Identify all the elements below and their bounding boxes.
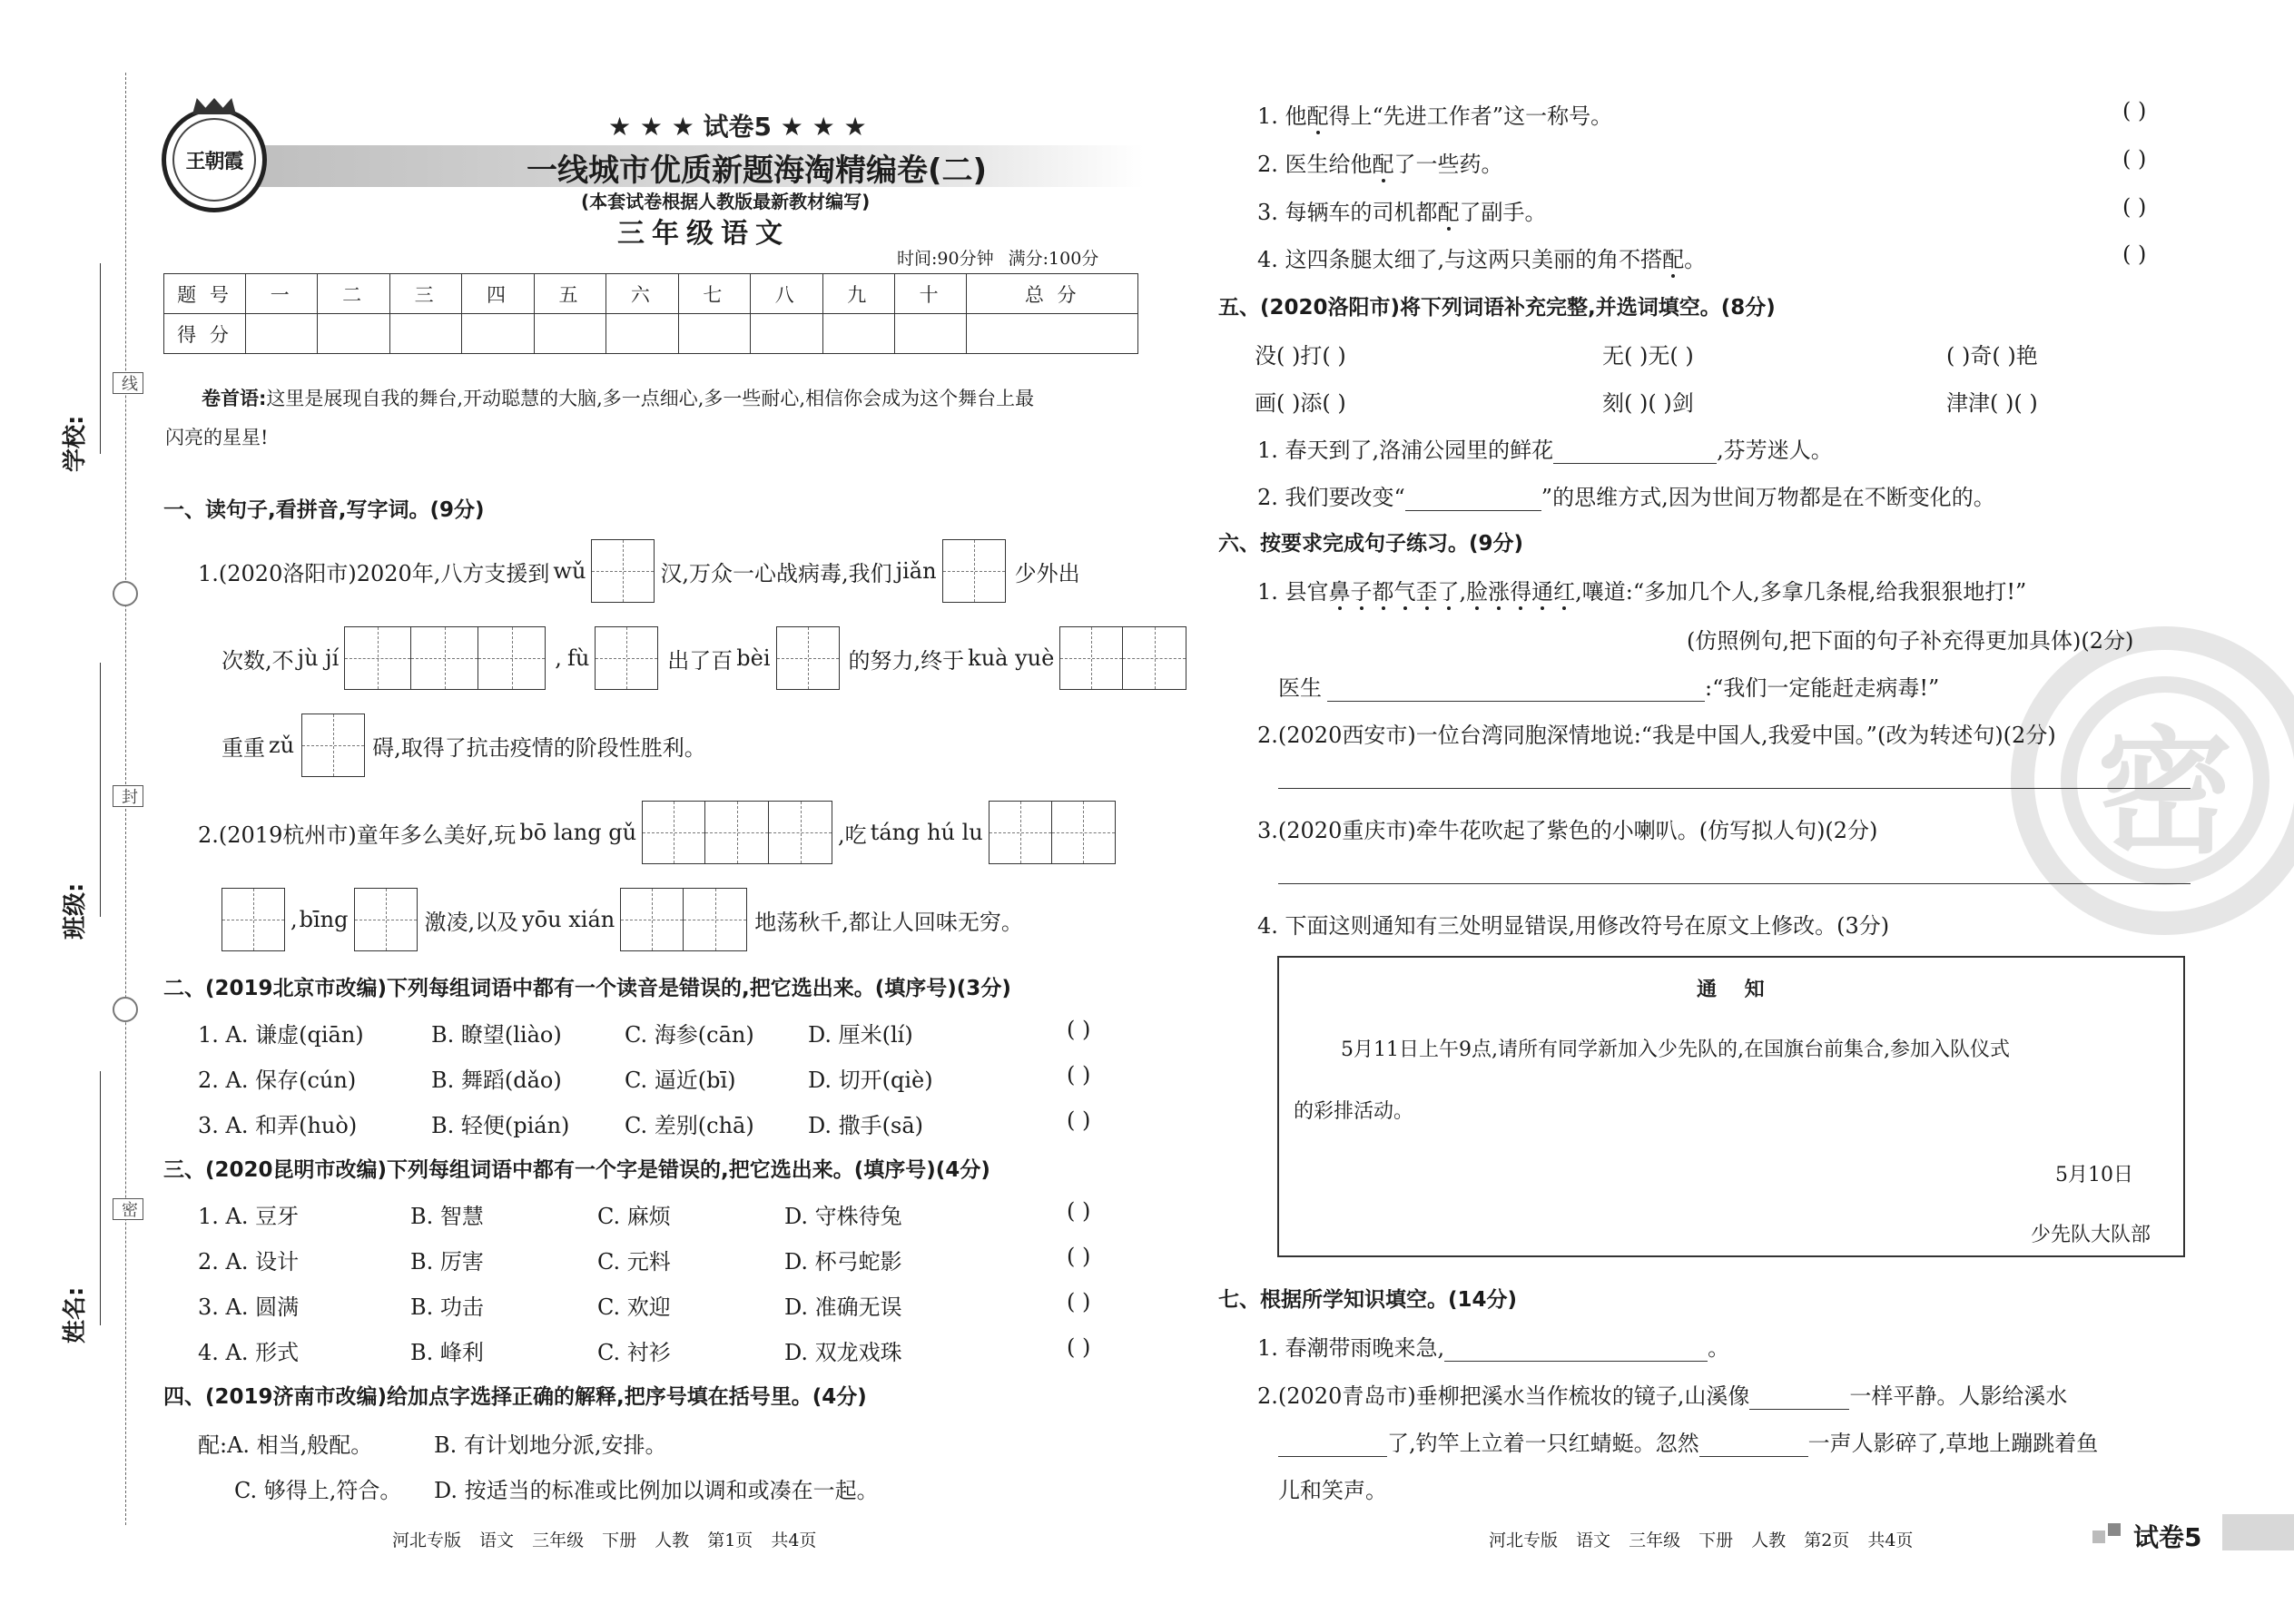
option: C. 衬衫 xyxy=(597,1340,671,1365)
fill-blank[interactable] xyxy=(1749,1386,1849,1410)
dotted-char: 歪 xyxy=(1415,579,1438,605)
time-score: 时间:90分钟 满分:100分 xyxy=(897,249,1099,269)
score-header: 二 xyxy=(318,274,389,314)
crown-icon xyxy=(192,98,236,114)
answer-line[interactable] xyxy=(1278,883,2191,884)
answer-paren[interactable]: ( ) xyxy=(1067,1017,1091,1042)
pinyin: bō lang gǔ xyxy=(519,820,637,845)
fill-blank[interactable] xyxy=(1699,1433,1808,1457)
footer-left: 河北专版 语文 三年级 下册 人教 第1页 共4页 xyxy=(392,1530,817,1550)
s1-q2-line1 xyxy=(198,799,1116,866)
char-box[interactable] xyxy=(942,539,1006,603)
s6-q1: 1. 县官鼻子都气歪了,脸涨得通红,嚷道:“多加几个人,多拿几条棍,给我狠狠地打!” xyxy=(1257,579,2027,605)
dotted-char: 配 xyxy=(1662,247,1685,272)
seal-feng: 封 xyxy=(113,785,143,807)
q-text: 少外出 xyxy=(1014,560,1080,586)
option: C. 元料 xyxy=(597,1249,671,1275)
score-header: 八 xyxy=(751,274,822,314)
class-label: 班级: xyxy=(62,882,89,940)
answer-paren[interactable]: ( ) xyxy=(2122,194,2147,220)
score-header: 七 xyxy=(678,274,750,314)
answer-paren[interactable]: ( ) xyxy=(2122,241,2147,267)
option: C. 逼近(bī) xyxy=(625,1068,736,1093)
swirl-icon xyxy=(113,581,138,606)
class-blank xyxy=(100,663,101,917)
answer-paren[interactable]: ( ) xyxy=(1067,1198,1091,1224)
s7-q2-cont xyxy=(1278,1425,2098,1457)
pinyin: wǔ xyxy=(553,558,586,584)
answer-paren[interactable]: ( ) xyxy=(2122,98,2147,123)
pinyin: bīng xyxy=(299,907,349,932)
score-cell[interactable] xyxy=(894,314,966,354)
exam-badge: ★ ★ ★ 试卷5 ★ ★ ★ xyxy=(608,112,867,142)
fill-blank[interactable] xyxy=(1327,678,1705,702)
section2-heading: 二、(2019北京市改编)下列每组词语中都有一个读音是错误的,把它选出来。(填序号)(3分) xyxy=(163,977,1011,1000)
char-box-group[interactable] xyxy=(344,626,546,690)
pinyin: yōu xián xyxy=(522,907,615,932)
char-box[interactable] xyxy=(591,539,655,603)
option: D. 守株待兔 xyxy=(784,1204,902,1229)
intro-line2: 闪亮的星星! xyxy=(165,427,269,448)
footer-tag: 试卷5 xyxy=(2133,1522,2202,1552)
dotted-char: 气 xyxy=(1393,579,1416,605)
intro-text: 这里是展现自我的舞台,开动聪慧的大脑,多一点细心,多一些耐心,相信你会成为这个舞台上最 xyxy=(266,388,1035,409)
dotted-char: 配 xyxy=(1306,103,1329,129)
score-header: 十 xyxy=(894,274,966,314)
score-cell[interactable] xyxy=(389,314,461,354)
answer-paren[interactable]: ( ) xyxy=(2122,146,2147,172)
q-text: , xyxy=(290,907,298,932)
option: D. 杯弓蛇影 xyxy=(784,1249,902,1275)
section4-heading: 四、(2019济南市改编)给加点字选择正确的解释,把序号填在括号里。(4分) xyxy=(163,1385,867,1409)
score-header: 总 分 xyxy=(967,274,1138,314)
char-box[interactable] xyxy=(354,888,418,951)
q-text: 出了百 xyxy=(667,647,733,674)
pinyin: kuà yuè xyxy=(968,645,1055,671)
s7-q2-end: 儿和笑声。 xyxy=(1278,1478,1387,1503)
q-text: 。 xyxy=(1708,1335,1730,1361)
q-text: 地荡秋千,都让人回味无穷。 xyxy=(754,909,1023,935)
option: D. 双龙戏珠 xyxy=(784,1340,902,1365)
s6-q4: 4. 下面这则通知有三处明显错误,用修改符号在原文上修改。(3分) xyxy=(1257,913,1890,939)
q-text: 重重 xyxy=(222,734,265,761)
s5-q2 xyxy=(1257,479,1995,511)
char-box[interactable] xyxy=(642,801,705,864)
dotted-char: 红 xyxy=(1553,579,1576,605)
word-blank[interactable]: 无( )无( ) xyxy=(1602,343,1694,369)
dotted-char: 了 xyxy=(1437,579,1460,605)
footer-tag-bar xyxy=(2222,1514,2294,1550)
dotted-char: 配 xyxy=(1437,200,1460,225)
s1-q2-line2 xyxy=(222,886,1023,953)
s6-q3: 3.(2020重庆市)牵牛花吹起了紫色的小喇叭。(仿写拟人句)(2分) xyxy=(1257,818,1878,843)
s6-q1-note: (仿照例句,把下面的句子补充得更加具体)(2分) xyxy=(1687,628,2134,654)
footer-squares-icon xyxy=(2108,1523,2121,1536)
s4-item: 4. 这四条腿太细了,与这两只美丽的角不搭配。 xyxy=(1257,247,1707,272)
q-text: 了,钓竿上立着一只红蜻蜓。忽然 xyxy=(1387,1431,1699,1456)
notice-box xyxy=(1277,956,2185,1257)
char-box-group[interactable] xyxy=(642,801,832,864)
logo xyxy=(162,107,267,212)
swirl-icon xyxy=(113,997,138,1022)
word-blank[interactable]: 津津( )( ) xyxy=(1946,390,2038,416)
dotted-char: 都 xyxy=(1372,579,1394,605)
dotted-char: 涨 xyxy=(1488,579,1511,605)
char-box[interactable] xyxy=(705,801,769,864)
option: B. 轻便(pián) xyxy=(431,1113,570,1138)
word-blank[interactable]: 画( )添( ) xyxy=(1255,390,1346,416)
dotted-char: 通 xyxy=(1531,579,1554,605)
fill-blank[interactable] xyxy=(1553,440,1717,464)
fill-blank[interactable] xyxy=(1405,487,1541,511)
section3-heading: 三、(2020昆明市改编)下列每组词语中都有一个字是错误的,把它选出来。(填序号)(4分) xyxy=(163,1158,990,1182)
score-header: 三 xyxy=(389,274,461,314)
s6-q1-answer xyxy=(1278,670,1939,702)
char-box[interactable] xyxy=(344,626,411,690)
definition: B. 有计划地分派,安排。 xyxy=(434,1432,667,1458)
option: 1. A. 豆牙 xyxy=(198,1204,300,1229)
s7-q1 xyxy=(1257,1330,1729,1362)
char-box-group[interactable] xyxy=(1059,626,1186,690)
name-blank xyxy=(100,1071,101,1325)
s4-item: 2. 医生给他配了一些药。 xyxy=(1257,152,1503,177)
char-box[interactable] xyxy=(684,888,747,951)
intro-label: 卷首语: xyxy=(202,388,267,409)
s1-q1-line3 xyxy=(222,712,706,779)
char-box[interactable] xyxy=(769,801,832,864)
option: B. 智慧 xyxy=(410,1204,484,1229)
score-header: 六 xyxy=(606,274,678,314)
score-cell[interactable] xyxy=(967,314,1138,354)
option: C. 差别(chā) xyxy=(625,1113,754,1138)
section7-heading: 七、根据所学知识填空。(14分) xyxy=(1218,1288,1518,1312)
answer-line[interactable] xyxy=(1278,788,2191,789)
q-text: 1. 春潮带雨晚来急, xyxy=(1257,1335,1445,1361)
char-box[interactable] xyxy=(411,626,478,690)
pinyin: jù jí xyxy=(297,645,340,671)
footer-right: 河北专版 语文 三年级 下册 人教 第2页 共4页 xyxy=(1489,1530,1914,1550)
answer-paren[interactable]: ( ) xyxy=(1067,1244,1091,1269)
q-text: 1. 春天到了,洛浦公园里的鲜花 xyxy=(1257,438,1554,463)
footer-squares-icon xyxy=(2092,1530,2105,1543)
pinyin: zǔ xyxy=(269,733,295,758)
definition: D. 按适当的标准或比例加以调和或凑在一起。 xyxy=(434,1478,879,1503)
section5-heading: 五、(2020洛阳市)将下列词语补充完整,并选词填空。(8分) xyxy=(1218,296,1776,320)
answer-paren[interactable]: ( ) xyxy=(1067,1289,1091,1314)
score-header: 题 号 xyxy=(164,274,246,314)
dotted-char: 鼻 xyxy=(1328,579,1351,605)
q-text: 一样平静。人影给溪水 xyxy=(1849,1383,2068,1409)
char-box[interactable] xyxy=(989,801,1052,864)
score-cell[interactable] xyxy=(751,314,822,354)
school-label: 学校: xyxy=(62,415,89,472)
fill-blank[interactable] xyxy=(1278,1433,1387,1457)
grade-subject: 三年级语文 xyxy=(617,218,790,250)
dotted-char: 配 xyxy=(1372,152,1394,177)
option: D. 切开(qiè) xyxy=(808,1068,933,1093)
q-text: ”的思维方式,因为世间万物都是在不断变化的。 xyxy=(1541,485,1995,510)
score-cell[interactable] xyxy=(318,314,389,354)
notice-line1[interactable]: 5月11日上午9点,请所有同学新加入少先队的,在国旗台前集合,参加入队仪式 xyxy=(1341,1038,2010,1061)
score-cell[interactable] xyxy=(678,314,750,354)
q-text: , xyxy=(555,645,562,671)
score-cell[interactable] xyxy=(246,314,318,354)
section1-heading: 一、读句子,看拼音,写字词。(9分) xyxy=(163,498,485,522)
option: C. 海参(cān) xyxy=(625,1022,754,1048)
option: 2. A. 设计 xyxy=(198,1249,300,1275)
seal-xian: 线 xyxy=(113,372,143,394)
s6-q2: 2.(2020西安市)一位台湾同胞深情地说:“我是中国人,我爱中国。”(改为转述句)(2分) xyxy=(1257,723,2056,748)
option: C. 麻烦 xyxy=(597,1204,671,1229)
q-text: 一声人影碎了,草地上蹦跳着鱼 xyxy=(1807,1431,2099,1456)
dotted-char: 得 xyxy=(1510,579,1532,605)
char-box[interactable] xyxy=(1052,801,1116,864)
pinyin: fù xyxy=(566,645,590,671)
q-text: 激凌,以及 xyxy=(424,909,519,935)
paper-subtitle: (本套试卷根据人教版最新教材编写) xyxy=(581,191,871,212)
char-box[interactable] xyxy=(620,888,684,951)
char-box[interactable] xyxy=(776,626,840,690)
option: 1. A. 谦虚(qiān) xyxy=(198,1022,364,1048)
intro-line1 xyxy=(202,384,1034,411)
name-label: 姓名: xyxy=(62,1286,89,1343)
stamp-watermark xyxy=(2011,626,2294,935)
q-text: 的努力,终于 xyxy=(848,647,965,674)
paper-title: 一线城市优质新题海淘精编卷(二) xyxy=(527,153,988,189)
q-text: 次数,不 xyxy=(222,647,294,674)
q-text: 2. 我们要改变“ xyxy=(1257,485,1405,510)
score-header: 五 xyxy=(534,274,605,314)
char-box[interactable] xyxy=(478,626,546,690)
notice-line2[interactable]: 的彩排活动。 xyxy=(1294,1100,1414,1123)
stamp-char: 密 xyxy=(2096,714,2233,872)
q-text: ,吃 xyxy=(838,822,867,848)
option: 4. A. 形式 xyxy=(198,1340,300,1365)
score-cell[interactable] xyxy=(534,314,605,354)
char-box[interactable] xyxy=(222,888,285,951)
word-blank[interactable]: 没( )打( ) xyxy=(1255,343,1346,369)
option: B. 舞蹈(dǎo) xyxy=(431,1068,562,1093)
char-box[interactable] xyxy=(301,714,365,777)
dotted-char: 脸 xyxy=(1466,579,1489,605)
q-text: 2.(2019杭州市)童年多么美好,玩 xyxy=(198,822,517,848)
answer-paren[interactable]: ( ) xyxy=(1067,1107,1091,1133)
s4-item: 1. 他配得上“先进工作者”这一称号。 xyxy=(1257,103,1613,129)
dotted-char: 子 xyxy=(1350,579,1373,605)
seal-mi: 密 xyxy=(113,1198,143,1220)
definition: C. 够得上,符合。 xyxy=(234,1478,402,1503)
pinyin: táng hú lu xyxy=(870,820,983,845)
s1-q1-line1 xyxy=(198,537,1080,605)
q-text: 1.(2020洛阳市)2020年,八方支援到 xyxy=(198,560,550,586)
score-cell[interactable] xyxy=(606,314,678,354)
logo-text: 王朝霞 xyxy=(185,149,243,173)
notice-title: 通 知 xyxy=(1697,979,1765,1001)
pinyin: jiǎn xyxy=(895,558,937,584)
score-cell[interactable] xyxy=(462,314,534,354)
q-text: 碍,取得了抗击疫情的阶段性胜利。 xyxy=(372,734,706,761)
notice-date: 5月10日 xyxy=(2055,1164,2133,1186)
option: B. 瞭望(liào) xyxy=(431,1022,562,1048)
word-blank[interactable]: 刻( )( )剑 xyxy=(1602,390,1694,416)
char-box-group[interactable] xyxy=(620,888,747,951)
score-cell[interactable] xyxy=(822,314,894,354)
s5-q1 xyxy=(1257,432,1833,464)
char-box[interactable] xyxy=(1123,626,1186,690)
option: B. 功击 xyxy=(410,1294,484,1320)
char-box-group[interactable] xyxy=(989,801,1116,864)
option: 3. A. 圆满 xyxy=(198,1294,300,1320)
option: 3. A. 和弄(huò) xyxy=(198,1113,358,1138)
s2-row xyxy=(198,1017,364,1048)
s7-q2 xyxy=(1257,1378,2067,1410)
score-row-label: 得 分 xyxy=(164,314,246,354)
char-box[interactable] xyxy=(1059,626,1123,690)
option: D. 厘米(lí) xyxy=(808,1022,913,1048)
q-text: 2.(2020青岛市)垂柳把溪水当作梳妆的镜子,山溪像 xyxy=(1257,1383,1750,1409)
option: D. 准确无误 xyxy=(784,1294,902,1320)
definition: 配:A. 相当,般配。 xyxy=(198,1432,373,1458)
q-text: ,芬芳迷人。 xyxy=(1717,438,1833,463)
char-box[interactable] xyxy=(595,626,658,690)
option: C. 欢迎 xyxy=(597,1294,671,1320)
q-text: 汉,万众一心战病毒,我们 xyxy=(660,560,892,586)
score-header: 一 xyxy=(246,274,318,314)
school-blank xyxy=(100,263,101,454)
option: B. 厉害 xyxy=(410,1249,484,1275)
score-header: 九 xyxy=(822,274,894,314)
s4-item: 3. 每辆车的司机都配了副手。 xyxy=(1257,200,1547,225)
score-table xyxy=(163,273,1138,354)
pinyin: bèi xyxy=(736,645,771,671)
word-blank[interactable]: ( )奇( )艳 xyxy=(1946,343,2038,369)
s1-q1-line2 xyxy=(222,625,1186,692)
option: 2. A. 保存(cún) xyxy=(198,1068,357,1093)
notice-sign: 少先队大队部 xyxy=(2031,1224,2151,1246)
fill-blank[interactable] xyxy=(1444,1338,1708,1362)
option: B. 峰利 xyxy=(410,1340,484,1365)
answer-paren[interactable]: ( ) xyxy=(1067,1334,1091,1360)
score-header: 四 xyxy=(462,274,534,314)
option: D. 撒手(sā) xyxy=(808,1113,923,1138)
q-text: 医生 xyxy=(1278,675,1322,701)
answer-paren[interactable]: ( ) xyxy=(1067,1062,1091,1088)
section6-heading: 六、按要求完成句子练习。(9分) xyxy=(1218,532,1524,556)
q-text: :“我们一定能赶走病毒!” xyxy=(1705,675,1940,701)
